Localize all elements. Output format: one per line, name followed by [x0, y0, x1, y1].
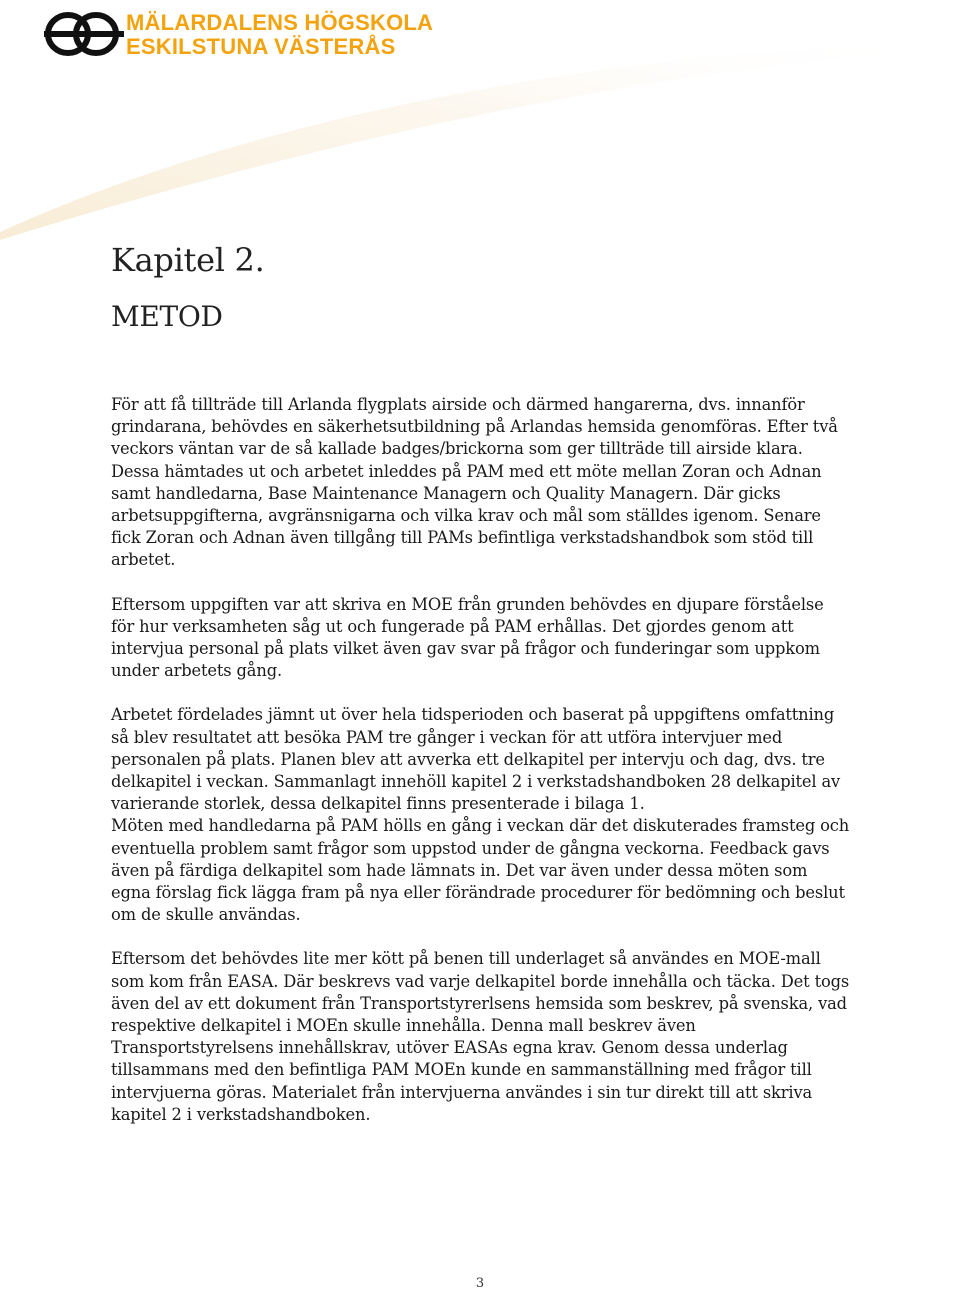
section-title: METOD: [111, 300, 223, 333]
institution-logo-text: [126, 11, 433, 59]
page-header: [0, 0, 960, 240]
paragraph: Möten med handledarna på PAM hölls en gång i veckan där det diskuterades framsteg och eventuella problem samt frågor som uppstod under de gångna veckorna. Feedback gavs även på färdiga delkapitel som hade lämnats in. Det var även under dessa möten som egna förslag fick lägga fram på nya eller förändrade procedurer för bedömning och beslut om de skulle användas.: [111, 816, 850, 925]
logo-line-2: ESKILSTUNA VÄSTERÅS: [126, 34, 396, 59]
chapter-title: Kapitel 2.: [111, 241, 265, 279]
logo-line-1: MÄLARDALENS HÖGSKOLA: [126, 10, 434, 35]
document-body: [111, 236, 851, 1126]
page-number: 3: [475, 1276, 485, 1291]
mdh-logo-icon: [44, 12, 124, 56]
paragraph-list: [111, 394, 851, 1126]
paragraph: Arbetet fördelades jämnt ut över hela tidsperioden och baserat på uppgiftens omfattning så blev resultatet att besöka PAM tre gånger i veckan för att utföra intervjuer med personalen på plats. Planen blev att avverka ett delkapitel per intervju och dag, dvs. tre delkapitel i veckan. Sammanlagt innehöll kapitel 2 i verkstadshandboken 28 delkapitel av varierande storlek, dessa delkapitel finns presenterade i bilaga 1.: [111, 705, 841, 814]
paragraph: Eftersom det behövdes lite mer kött på benen till underlaget så användes en MOE-mall som kom från EASA. Där beskrevs vad varje delkapitel borde innehålla och täcka. Det togs även del av ett dokument från Transportstyrerlsens hemsida som beskrev, på svenska, vad respektive delkapitel i MOEn skulle innehålla. Denna mall beskrev även Transportstyrelsens innehållskrav, utöver EASAs egna krav. Genom dessa underlag tillsammans med den befintliga PAM MOEn kunde en sammanställning med frågor till intervjuerna göras. Materialet från intervjuerna användes i sin tur direkt till att skriva kapitel 2 i verkstadshandboken.: [111, 949, 850, 1124]
paragraph: För att få tillträde till Arlanda flygplats airside och därmed hangarerna, dvs. innanför grindarana, behövdes en säkerhetsutbildning på Arlandas hemsida genomföras. Efter två veckors väntan var de så kallade badges/brickorna som ger tillträde till airside klara. Dessa hämtades ut och arbetet inleddes på PAM med ett möte mellan Zoran och Adnan samt handledarna, Base Maintenance Managern och Quality Managern. Där gicks arbetsuppgifterna, avgränsnigarna och vilka krav och mål som ställdes igenom. Senare fick Zoran och Adnan även tillgång till PAMs befintliga verkstadshandbok som stöd till arbetet.: [111, 395, 838, 570]
paragraph: Eftersom uppgiften var att skriva en MOE från grunden behövdes en djupare förståelse för hur verksamheten såg ut och fungerade på PAM erhållas. Det gjordes genom att intervjua personal på plats vilket även gav svar på frågor och funderingar som uppkom under arbetets gång.: [111, 594, 824, 681]
